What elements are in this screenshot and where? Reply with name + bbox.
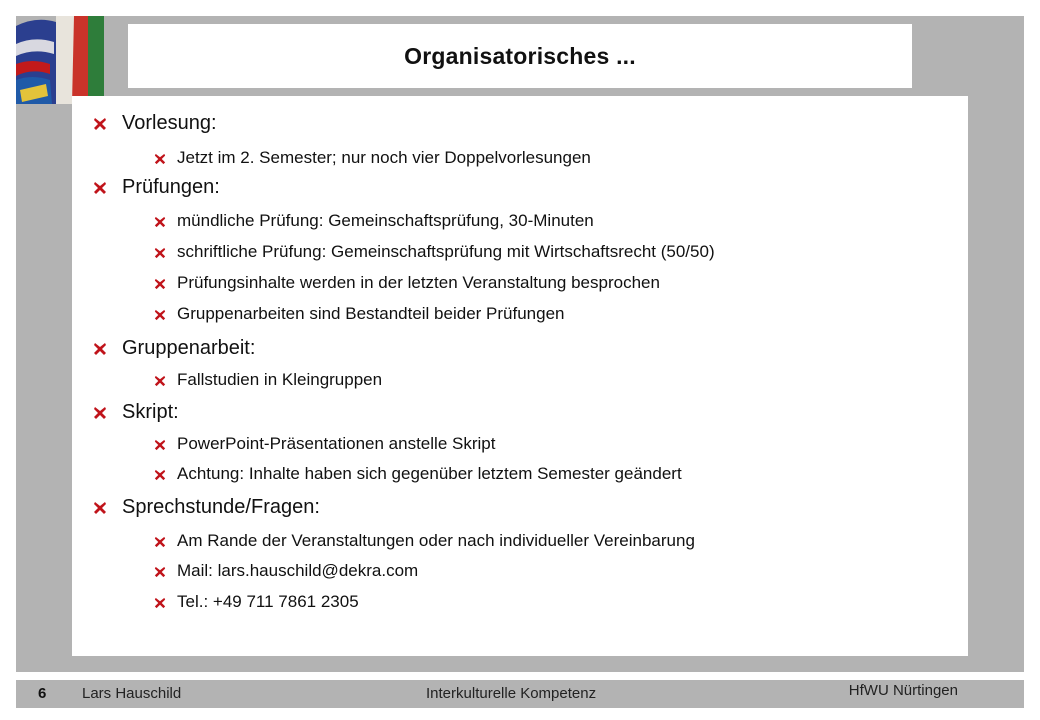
list-item [177,211,594,231]
footer-course: Interkulturelle Kompetenz [426,685,597,702]
list-item [177,273,660,293]
red-x-icon [93,339,107,353]
list-item [177,434,495,454]
list-item-text: Gruppenarbeit: [122,337,256,359]
red-x-icon [93,114,107,128]
list-item-text: Gruppenarbeiten sind Bestandteil beider Prüfungen [177,304,565,323]
list-item [177,370,382,390]
list-item [122,112,217,135]
page-number: 6 [38,685,47,702]
content-area [72,96,968,656]
list-item-text: mündliche Prüfung: Gemeinschaftsprüfung, 30-Minuten [177,211,594,230]
red-x-icon [154,244,166,256]
list-item [177,464,682,484]
red-x-icon [154,436,166,448]
red-x-icon [154,372,166,384]
list-item-text: Achtung: Inhalte haben sich gegenüber letztem Semester geändert [177,464,682,483]
list-item-text: Fallstudien in Kleingruppen [177,370,383,389]
footer-institution: HfWU Nürtingen [848,682,958,699]
list-item-text: Tel.: +49 711 7861 2305 [177,592,359,611]
list-item-text: PowerPoint-Präsentationen anstelle Skript [177,434,496,453]
list-item [177,242,715,262]
red-x-icon [154,213,166,225]
list-item [177,531,695,551]
red-x-icon [154,150,166,162]
list-item-text: Sprechstunde/Fragen: [122,496,320,518]
list-item-text: Mail: lars.hauschild@dekra.com [177,561,419,580]
list-item [177,592,359,612]
list-item-text: Prüfungen: [122,176,220,198]
red-x-icon [93,178,107,192]
footer-author: Lars Hauschild [82,685,182,702]
red-x-icon [154,533,166,545]
red-x-icon [93,403,107,417]
list-item [177,304,565,324]
list-item-text: Vorlesung: [122,112,217,134]
slide-title: Organisatorisches ... [404,42,636,69]
list-item-text: schriftliche Prüfung: Gemeinschaftsprüfung mit Wirtschaftsrecht (50/50) [177,242,715,261]
title-box [128,24,912,88]
red-x-icon [154,306,166,318]
list-item-text: Prüfungsinhalte werden in der letzten Veranstaltung besprochen [177,273,660,292]
list-item [122,496,320,519]
list-item [177,148,591,168]
eu-flags-image [16,16,104,104]
red-x-icon [154,275,166,287]
list-item-text: Jetzt im 2. Semester; nur noch vier Doppelvorlesungen [177,148,591,167]
list-item-text: Skript: [122,401,179,423]
red-x-icon [154,594,166,606]
list-item [177,561,418,581]
red-x-icon [93,498,107,512]
list-item [122,337,255,360]
red-x-icon [154,563,166,575]
list-item-text: Am Rande der Veranstaltungen oder nach individueller Vereinbarung [177,531,695,550]
list-item [122,401,179,424]
red-x-icon [154,466,166,478]
list-item [122,176,220,199]
slide-footer [16,680,1024,708]
